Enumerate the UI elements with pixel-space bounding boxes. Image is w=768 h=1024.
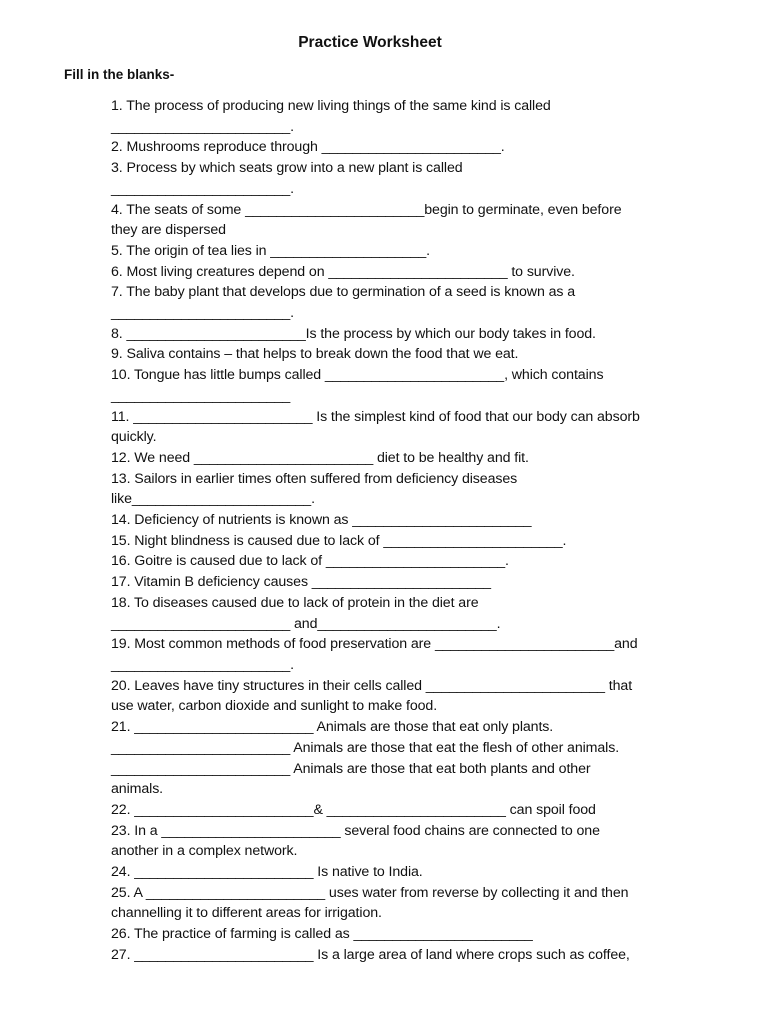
question-item <box>111 924 677 945</box>
question-line: 4. The seats of some _______________________begin to germinate, even before <box>111 201 622 218</box>
question-line: channelling it to different areas for irrigation. <box>111 905 382 922</box>
question-item <box>111 634 677 675</box>
question-line: 7. The baby plant that develops due to germination of a seed is known as a <box>111 284 575 301</box>
question-item <box>111 200 677 241</box>
question-line: 3. Process by which seats grow into a new plant is called <box>111 160 463 177</box>
question-line: 20. Leaves have tiny structures in their cells called _______________________ that <box>111 677 633 694</box>
question-item <box>111 821 677 862</box>
question-line: _______________________. <box>111 118 295 135</box>
question-item <box>111 282 677 323</box>
question-item <box>111 510 677 531</box>
question-line: quickly. <box>111 429 157 446</box>
question-line: use water, carbon dioxide and sunlight to make food. <box>111 698 438 715</box>
question-item <box>111 96 677 137</box>
question-line: 26. The practice of farming is called as _______________________ <box>111 926 533 943</box>
question-line: 21. _______________________ Animals are those that eat only plants. <box>111 719 554 736</box>
question-item <box>111 158 677 199</box>
question-line: 10. Tongue has little bumps called _______________________, which contains <box>111 367 604 384</box>
section-heading: Fill in the blanks- <box>64 67 175 82</box>
question-line: 6. Most living creatures depend on _______________________ to survive. <box>111 263 575 280</box>
question-line: 13. Sailors in earlier times often suffered from deficiency diseases <box>111 470 518 487</box>
question-line: _______________________ Animals are those that eat both plants and other <box>111 760 591 777</box>
question-line: 25. A _______________________ uses water from reverse by collecting it and then <box>111 884 629 901</box>
question-item <box>111 344 677 365</box>
question-item <box>111 883 677 924</box>
question-line: 15. Night blindness is caused due to lack of _______________________. <box>111 532 567 549</box>
question-item <box>111 945 677 966</box>
question-line: 18. To diseases caused due to lack of protein in the diet are <box>111 594 479 611</box>
question-item <box>111 862 677 883</box>
question-line: 2. Mushrooms reproduce through _______________________. <box>111 139 505 156</box>
question-line: _______________________ <box>111 387 291 404</box>
question-line: another in a complex network. <box>111 843 298 860</box>
question-line: 11. _______________________ Is the simplest kind of food that our body can absorb <box>111 408 640 425</box>
question-line: 27. _______________________ Is a large area of land where crops such as coffee, <box>111 946 630 963</box>
question-item <box>111 531 677 552</box>
question-line: 23. In a _______________________ several food chains are connected to one <box>111 822 600 839</box>
question-item <box>111 717 677 800</box>
question-line: 14. Deficiency of nutrients is known as _______________________ <box>111 512 532 529</box>
question-item <box>111 593 677 634</box>
question-line: 5. The origin of tea lies in ____________________. <box>111 242 430 259</box>
question-item <box>111 365 677 406</box>
question-line: 12. We need _______________________ diet to be healthy and fit. <box>111 449 529 466</box>
question-line: 16. Goitre is caused due to lack of _______________________. <box>111 553 509 570</box>
question-line: 9. Saliva contains – that helps to break down the food that we eat. <box>111 346 519 363</box>
question-line: animals. <box>111 781 164 798</box>
question-line: 22. _______________________& _______________________ can spoil food <box>111 801 596 818</box>
question-item <box>111 448 677 469</box>
question-item <box>111 469 677 510</box>
question-item <box>111 407 677 448</box>
question-item <box>111 262 677 283</box>
question-item <box>111 676 677 717</box>
question-line: 8. _______________________Is the process by which our body takes in food. <box>111 325 596 342</box>
question-line: like_______________________. <box>111 491 315 508</box>
question-item <box>111 800 677 821</box>
question-line: they are dispersed <box>111 222 226 239</box>
question-line: 19. Most common methods of food preservation are _______________________and <box>111 636 638 653</box>
question-line: _______________________. <box>111 305 295 322</box>
question-item <box>111 551 677 572</box>
page-title: Practice Worksheet <box>298 34 442 51</box>
question-item <box>111 324 677 345</box>
question-item <box>111 137 677 158</box>
question-item <box>111 241 677 262</box>
question-line: _______________________ and_______________________. <box>111 615 501 632</box>
question-line: 1. The process of producing new living things of the same kind is called <box>111 98 551 114</box>
question-item <box>111 572 677 593</box>
question-line: 17. Vitamin B deficiency causes _______________________ <box>111 574 491 591</box>
question-list <box>111 96 677 966</box>
question-line: _______________________. <box>111 656 295 673</box>
question-line: 24. _______________________ Is native to India. <box>111 864 423 881</box>
question-line: _______________________ Animals are those that eat the flesh of other animals. <box>111 739 620 756</box>
question-line: _______________________. <box>111 180 295 197</box>
